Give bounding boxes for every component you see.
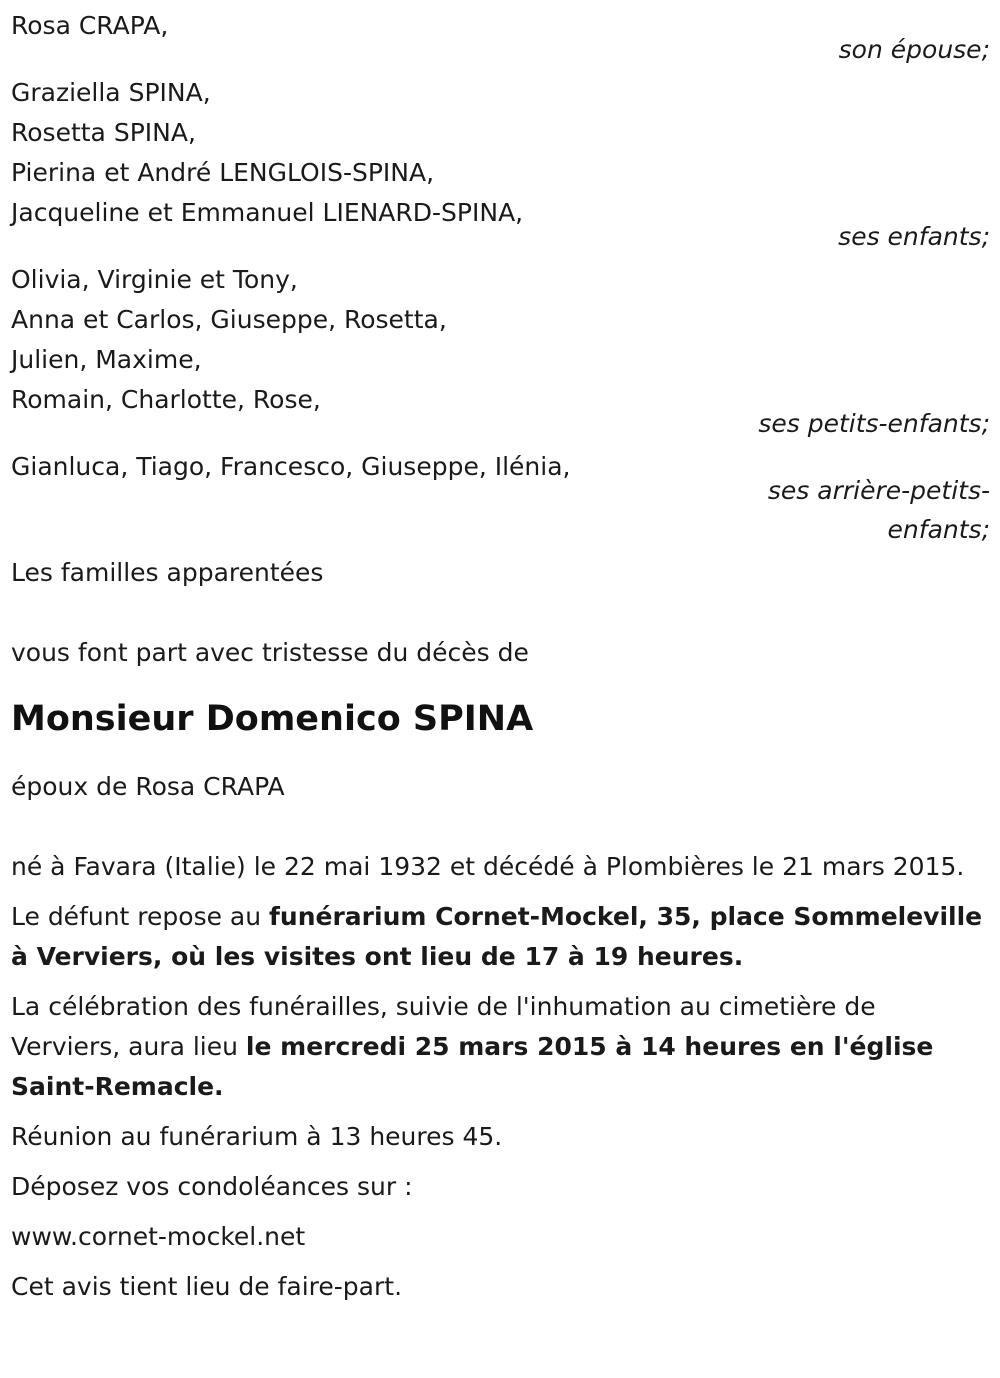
child-name: Graziella SPINA, [11,78,211,107]
grandchildren-group [11,260,990,443]
spouse-of-line: époux de Rosa CRAPA [11,772,285,801]
grandchild-name: Anna et Carlos, Giuseppe, Rosetta, [11,305,447,334]
deceased-name: Monsieur Domenico SPINA [11,699,534,739]
ceremony-intro: La célébration des funérailles, suivie de l'inhumation au cimetière de Verviers, aura lieu [11,992,876,1061]
spouse-role: son épouse; [838,35,990,64]
rest-intro: Le défunt repose au [11,902,270,931]
children-group [11,73,990,256]
rest-details: funérarium Cornet-Mockel, 35, place Sommeleville à Verviers, où les visites ont lieu de 17 à 19 heures. [11,902,983,971]
grandchild-name: Olivia, Virginie et Tony, [11,265,298,294]
great-grandchildren-group [11,447,990,549]
child-name: Jacqueline et Emmanuel LIENARD-SPINA, [11,198,524,227]
great-grandchildren-role: ses arrière-petits-enfants; [767,476,990,544]
children-role: ses enfants; [838,222,990,251]
obituary-notice [11,6,990,1317]
grandchild-name: Romain, Charlotte, Rose, [11,385,321,414]
meeting-paragraph: Réunion au funérarium à 13 heures 45. [11,1122,503,1151]
notice-line: Cet avis tient lieu de faire-part. [11,1272,403,1301]
announcement-line: vous font part avec tristesse du décès de [11,638,529,667]
ceremony-details: le mercredi 25 mars 2015 à 14 heures en l'église Saint-Remacle. [11,1032,934,1101]
website-link[interactable]: www.cornet-mockel.net [11,1222,306,1251]
spouse-name: Rosa CRAPA, [11,11,169,40]
ceremony-paragraph [11,987,990,1107]
grandchild-name: Julien, Maxime, [11,345,202,374]
great-grandchild-name: Gianluca, Tiago, Francesco, Giuseppe, Ilénia, [11,452,571,481]
spouse-group [11,6,990,69]
rest-paragraph [11,897,990,977]
condolences-label: Déposez vos condoléances sur : [11,1172,413,1201]
grandchildren-role: ses petits-enfants; [758,409,990,438]
birth-death-paragraph: né à Favara (Italie) le 22 mai 1932 et décédé à Plombières le 21 mars 2015. [11,852,965,881]
relatives-line: Les familles apparentées [11,558,324,587]
child-name: Rosetta SPINA, [11,118,196,147]
child-name: Pierina et André LENGLOIS-SPINA, [11,158,435,187]
